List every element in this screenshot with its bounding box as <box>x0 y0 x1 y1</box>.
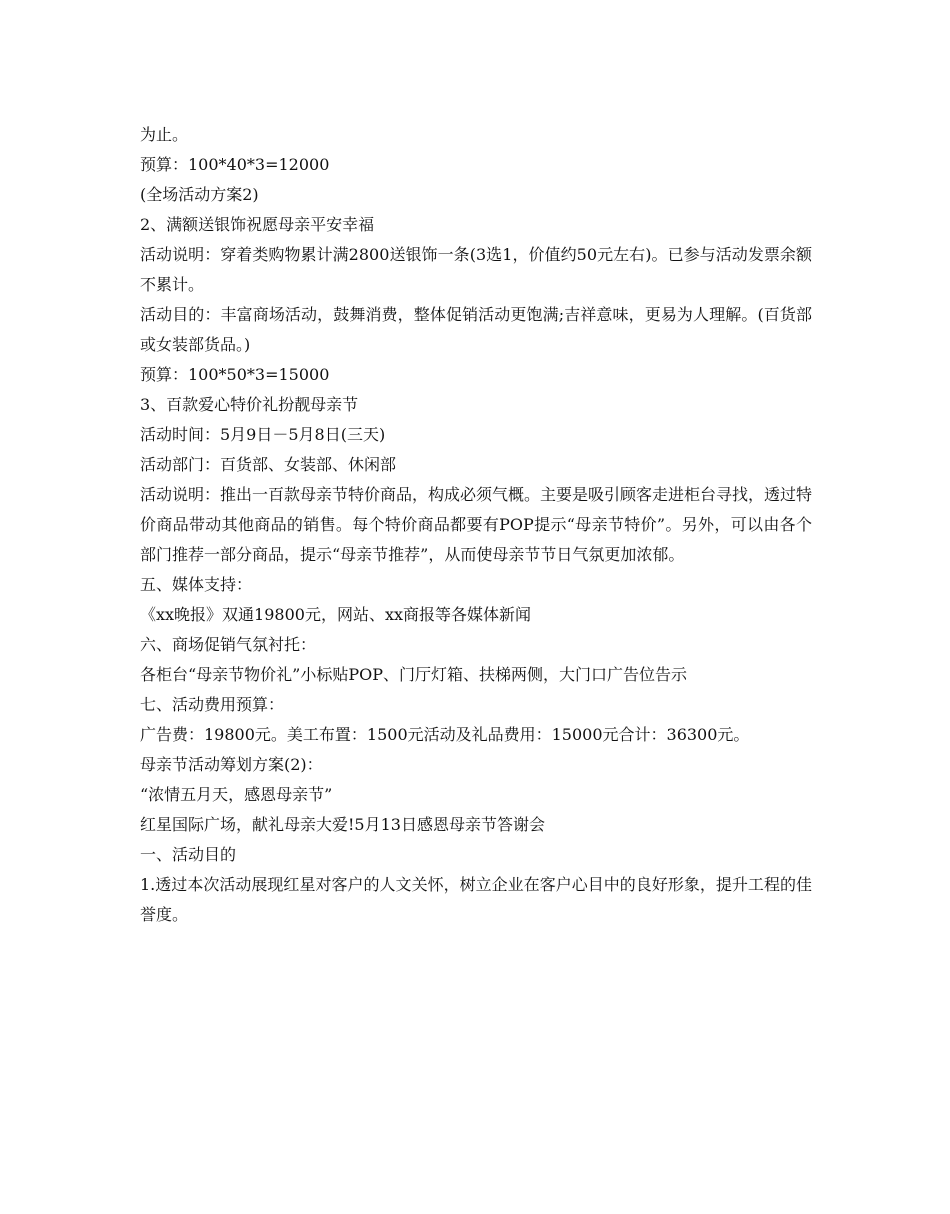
section-heading: 六、商场促销气氛衬托： <box>140 635 317 654</box>
budget-line: 预算：100*40*3=12000 <box>140 155 330 174</box>
text-line: 母亲节活动筹划方案(2)： <box>140 755 323 774</box>
text-line: (全场活动方案2) <box>140 185 259 204</box>
text-line: “浓情五月天，感恩母亲节” <box>140 785 333 804</box>
paragraph: 1.透过本次活动展现红星对客户的人文关怀，树立企业在客户心目中的良好形象，提升工程的佳誉度。 <box>140 875 812 924</box>
text-line: 红星国际广场，献礼母亲大爱!5月13日感恩母亲节答谢会 <box>140 815 545 834</box>
paragraph: 活动说明：推出一百款母亲节特价商品，构成必须气概。主要是吸引顾客走进柜台寻找，透过特价商品带动其他商品的销售。每个特价商品都要有POP提示“母亲节特价”。另外，可以由各个部门推荐一部分商品，提示“母亲节推荐”，从而使母亲节节日气氛更加浓郁。 <box>140 485 813 564</box>
section-heading: 2、满额送银饰祝愿母亲平安幸福 <box>140 215 375 234</box>
section-heading: 一、活动目的 <box>140 845 237 864</box>
section-heading: 七、活动费用预算： <box>140 695 285 714</box>
section-heading: 3、百款爱心特价礼扮靓母亲节 <box>140 395 359 414</box>
text-line: 广告费：19800元。美工布置：1500元活动及礼品费用：15000元合计：36300元。 <box>140 725 750 744</box>
text-line: 活动部门：百货部、女装部、休闲部 <box>140 455 397 474</box>
text-line: 为止。 <box>140 125 189 144</box>
text-line: 《xx晚报》双通19800元，网站、xx商报等各媒体新闻 <box>140 605 531 624</box>
paragraph: 活动目的：丰富商场活动，鼓舞消费，整体促销活动更饱满;吉祥意味，更易为人理解。(百货部或女装部货品。) <box>140 305 812 354</box>
document-page <box>140 120 812 930</box>
budget-line: 预算：100*50*3=15000 <box>140 365 330 384</box>
section-heading: 五、媒体支持： <box>140 575 253 594</box>
text-line: 各柜台“母亲节物价礼”小标贴POP、门厅灯箱、扶梯两侧，大门口广告位告示 <box>140 665 688 684</box>
text-line: 活动时间：5月9日－5月8日(三天) <box>140 425 386 444</box>
paragraph: 活动说明：穿着类购物累计满2800送银饰一条(3选1，价值约50元左右)。已参与活动发票余额不累计。 <box>140 245 812 294</box>
